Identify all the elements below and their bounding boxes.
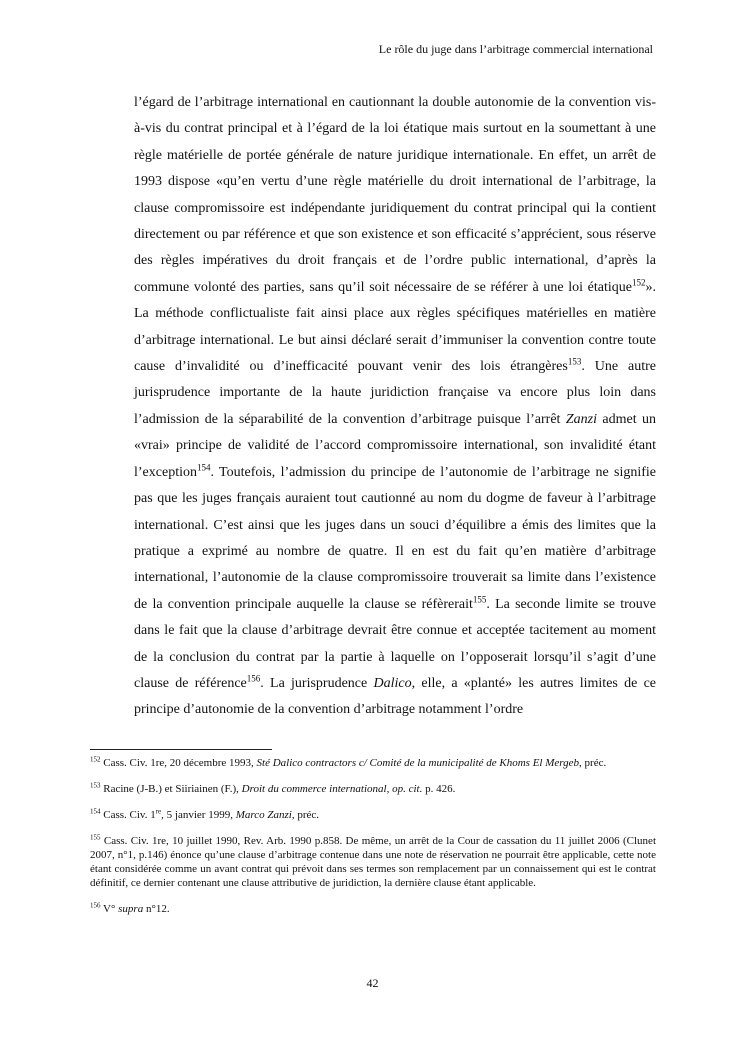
footnote-number: 156 xyxy=(90,901,101,910)
case-name-zanzi: Zanzi xyxy=(565,411,597,427)
footnote-italic: supra xyxy=(118,903,144,915)
footnote-156 xyxy=(90,902,656,916)
footnote-text: n°12. xyxy=(143,903,170,915)
text-segment: . Une autre jurisprudence importante de la haute juridiction française va encore plus loin dans l’admission de la séparabilité de la convention d’arbitrage puisque l’arrêt xyxy=(134,359,657,427)
footnote-ordinal: re xyxy=(155,807,162,816)
footnote-number: 152 xyxy=(90,755,101,764)
footnote-text: , préc. xyxy=(291,809,320,821)
page-number: 42 xyxy=(366,976,379,990)
footnote-text: , préc. xyxy=(579,757,607,769)
text-segment: ». La méthode conflictualiste fait ainsi place aux règles spécifiques matérielles en matière d’arbitrage international. Le but ainsi déclaré serait d’immuniser la convention contre toute cause d’invalidité ou d’inefficacité pouvant venir des lois étrangères xyxy=(134,279,656,375)
running-header: Le rôle du juge dans l’arbitrage commercial international xyxy=(378,42,653,56)
footnote-text: Cass. Civ. 1re, 10 juillet 1990, Rev. Arb. 1990 p.858. De même, un arrêt de la Cour de cassation du 11 juillet 2006 (Clunet 2007, n°1, p.146) énonce qu’une clause d’arbitrage contenue dans une note de réservation ne pourrait être applicable, cette note étant considérée comme un avant contrat qui prévoit dans ses termes son remplacement par un connaissement qui est le contrat définitif, ce dernier contenant une clause attributive de juridiction, la dernière clause étant applicable. xyxy=(90,835,656,889)
footnote-ref-156: 156 xyxy=(246,673,261,684)
text-segment: l’égard de l’arbitrage international en cautionnant la double autonomie de la convention vis-à-vis du contrat principal et à l’égard de la loi étatique mais surtout en la soumettant à une règle matérielle de portée générale de nature juridique internationale. En effet, un arrêt de 1993 dispose «qu’en vertu d’une règle matérielle du droit international de l’arbitrage, la clause compromissoire est indépendante juridiquement du contrat principal qui la contient directement ou par référence et que son existence et son efficacité s’apprécient, sous réserve des règles impératives du droit français et de l’ordre public international, d’après la commune volonté des parties, sans qu’il soit nécessaire de se référer à une loi étatique xyxy=(134,95,656,295)
footnote-text: Cass. Civ. 1re, 20 décembre 1993, xyxy=(100,757,257,769)
case-name-dalico: Dalico xyxy=(373,675,412,691)
text-segment: . La seconde limite se trouve dans le fait que la clause d’arbitrage devrait être connue et acceptée tacitement au moment de la conclusion du contrat par la partie à laquelle on l’opposerait lorsqu’il s’agit d’une clause de référence xyxy=(134,596,656,691)
footnote-ref-153: 153 xyxy=(567,356,582,367)
text-segment: . Toutefois, l’admission du principe de l’autonomie de l’arbitrage ne signifie pas que les juges français auraient tout cautionné au nom du dogme de faveur à l’arbitrage international. C’est ainsi que les juges dans un souci d’équilibre a émis des limites que la pratique a exprimé au nombre de quatre. Il en est du fait qu’en matière d’arbitrage international, l’autonomie de la clause compromissoire trouverait sa limite dans l’existence de la convention principale auquelle la clause se réfèrerait xyxy=(134,464,656,612)
text-segment: , elle, a «planté» les autres limites de ce principe d’autonomie de la convention d’arbitrage notamment l’ordre xyxy=(134,675,657,718)
footnote-152 xyxy=(90,756,656,770)
footnote-154 xyxy=(90,808,656,822)
footnote-separator xyxy=(90,749,272,750)
footnote-ref-154: 154 xyxy=(196,462,211,473)
footnote-text: Racine (J-B.) et Siiriainen (F.), xyxy=(100,783,242,795)
footnote-italic: Sté Dalico contractors c/ Comité de la municipalité de Khoms El Mergeb xyxy=(256,757,580,769)
footnote-number: 153 xyxy=(90,781,101,790)
footnote-number: 154 xyxy=(90,807,101,816)
footnote-text: Cass. Civ. 1 xyxy=(100,809,156,821)
text-segment: . La jurisprudence xyxy=(260,675,374,691)
footnote-italic: Marco Zanzi xyxy=(235,809,292,821)
footnote-text: , 5 janvier 1999, xyxy=(161,809,236,821)
footnote-ref-152: 152 xyxy=(632,277,646,288)
footnote-italic: Droit du commerce international, op. cit. xyxy=(241,783,423,795)
footnote-153 xyxy=(90,782,656,796)
text-segment: admet un «vrai» principe de validité de l’accord compromissoire international, son invalidité étant l’exception xyxy=(134,411,656,480)
footnote-number: 155 xyxy=(90,833,101,842)
footnote-155 xyxy=(90,834,656,890)
footnotes xyxy=(90,756,656,928)
footnote-text: p. 426. xyxy=(422,783,456,795)
footnote-text: V° xyxy=(100,903,119,915)
footnote-ref-155: 155 xyxy=(472,594,487,605)
body-paragraph xyxy=(134,90,656,724)
